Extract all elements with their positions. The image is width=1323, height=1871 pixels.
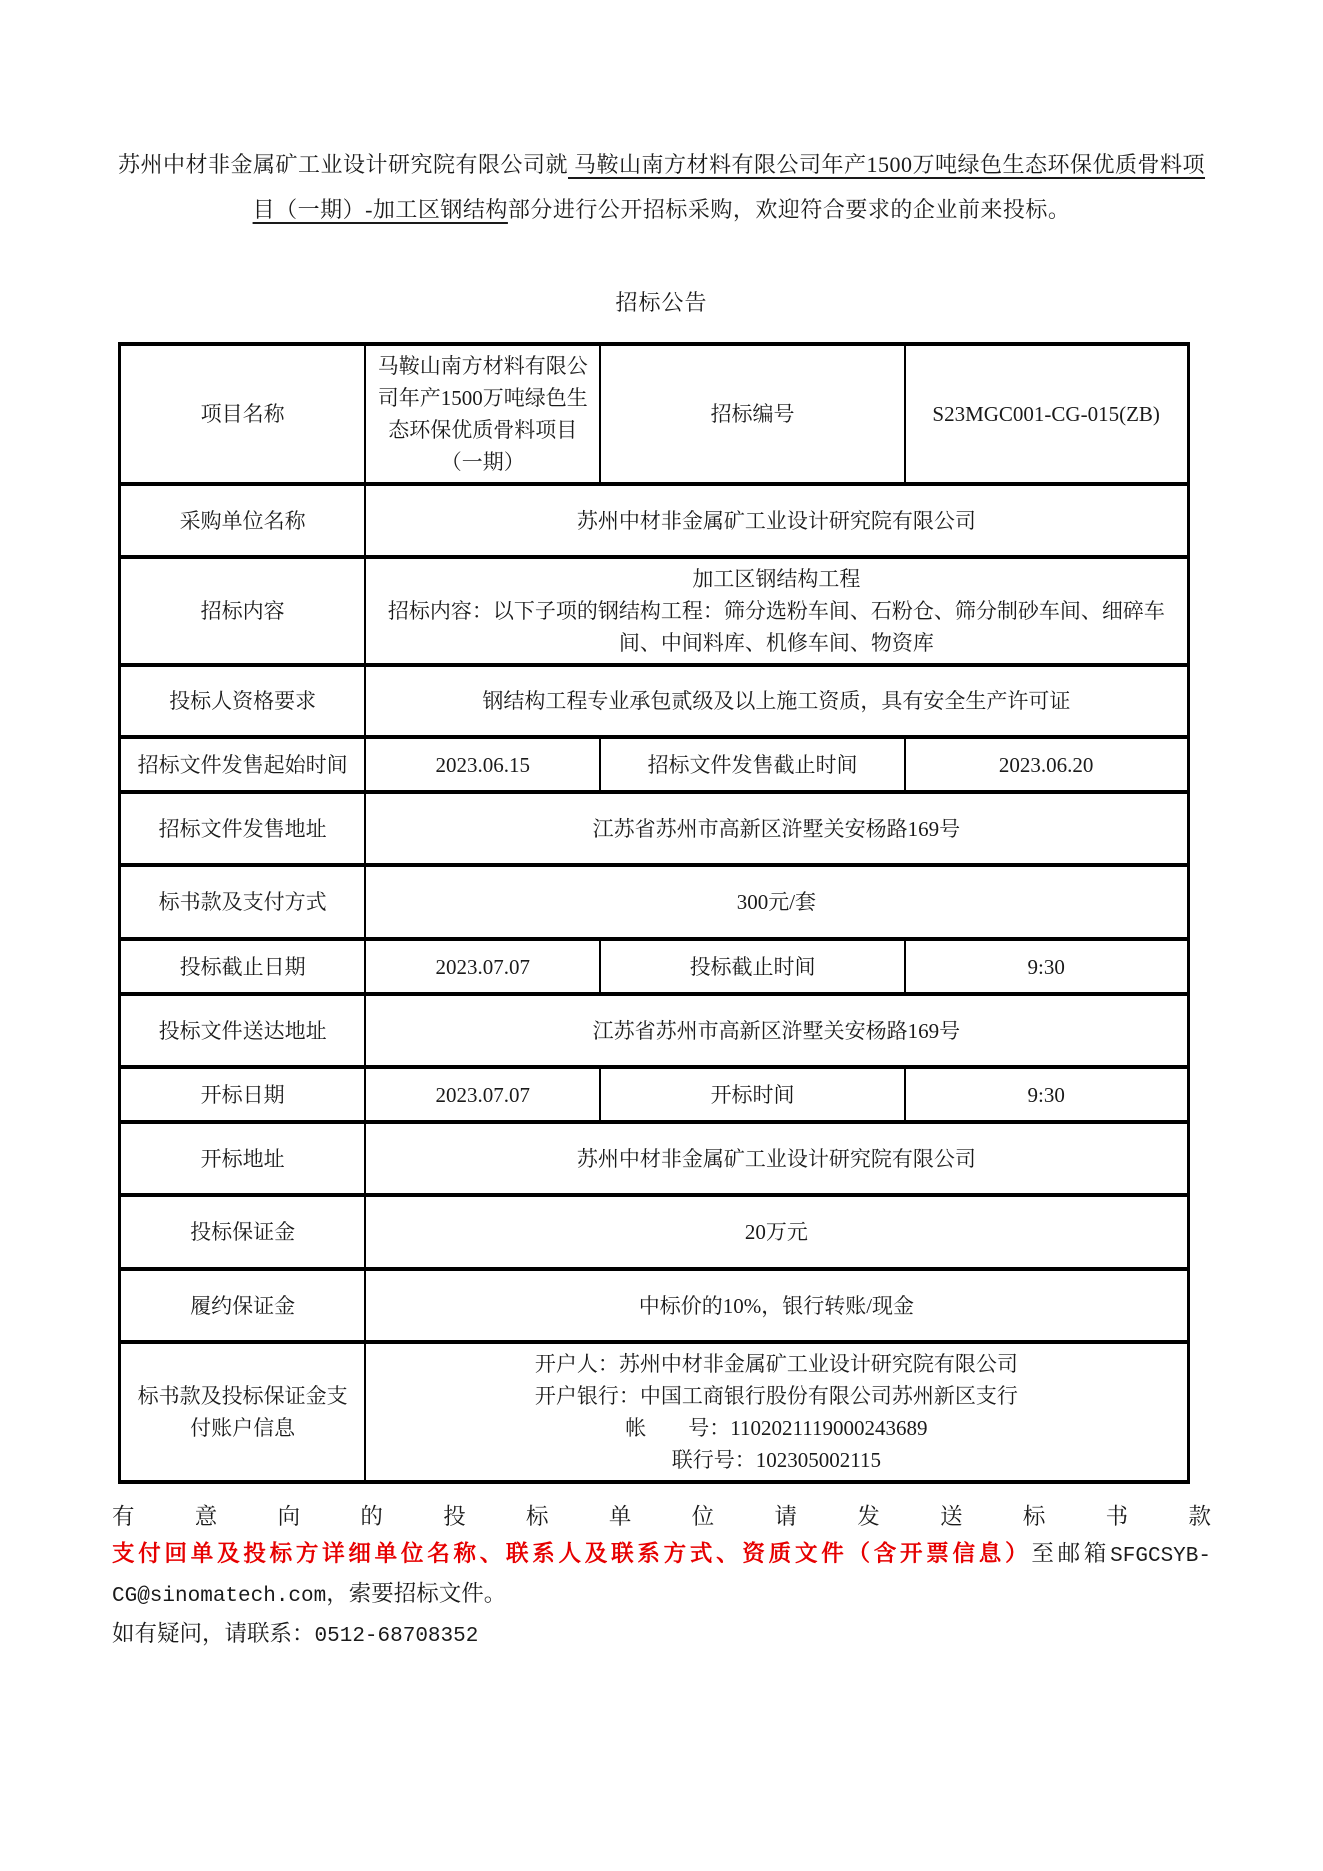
account-number-line: 帐 号：1102021119000243689 [625,1416,928,1440]
table-row-project [120,344,1189,484]
footer-black-suffix: ，索要招标文件。 [326,1581,507,1606]
table-row-opening-address [120,1122,1189,1195]
bid-bond-label-cell: 投标保证金 [120,1195,366,1269]
sale-end-label-cell: 招标文件发售截止时间 [600,737,905,792]
footer-email: SFGCSYB-CG@sinomatech.com [112,1545,1211,1608]
account-bank-code-line: 联行号：102305002115 [671,1448,881,1472]
table-row-delivery-address [120,994,1189,1067]
table-row-bid-deadline [120,939,1189,994]
purchaser-value-cell: 苏州中材非金属矿工业设计研究院有限公司 [365,484,1188,557]
payment-account-value-cell [365,1342,1188,1482]
tender-number-label-cell: 招标编号 [600,344,905,484]
opening-address-label-cell: 开标地址 [120,1122,366,1195]
bid-deadline-date-value-cell: 2023.07.07 [365,939,600,994]
sale-end-value-cell: 2023.06.20 [905,737,1188,792]
qualification-label-cell: 投标人资格要求 [120,665,366,737]
opening-time-value-cell: 9:30 [905,1067,1188,1122]
project-name-label-cell: 项目名称 [120,344,366,484]
footer-black-middle: 至邮箱 [1031,1541,1111,1566]
sale-start-label-cell: 招标文件发售起始时间 [120,737,366,792]
table-row-tender-content [120,557,1189,665]
doc-fee-label-cell: 标书款及支付方式 [120,865,366,939]
account-bank-line: 开户银行：中国工商银行股份有限公司苏州新区支行 [534,1384,1018,1408]
tender-content-label-cell: 招标内容 [120,557,366,665]
footer-red-requirements: 支付回单及投标方详细单位名称、联系人及联系方式、资质文件（含开票信息） [112,1541,1032,1566]
tender-content-value-cell [365,557,1188,665]
bid-deadline-date-label-cell: 投标截止日期 [120,939,366,994]
bid-deadline-time-label-cell: 投标截止时间 [600,939,905,994]
tender-content-line1: 加工区钢结构工程 [692,567,861,591]
table-row-bid-bond [120,1195,1189,1269]
opening-date-label-cell: 开标日期 [120,1067,366,1122]
intro-prefix: 苏州中材非金属矿工业设计研究院有限公司就 [117,152,568,177]
footer-black-prefix: 有意向的投标单位请发送标书款 [112,1504,1211,1529]
project-name-value-cell: 马鞍山南方材料有限公司年产1500万吨绿色生态环保优质骨料项目（一期） [365,344,600,484]
qualification-value-cell: 钢结构工程专业承包贰级及以上施工资质，具有安全生产许可证 [365,665,1188,737]
delivery-address-value-cell: 江苏省苏州市高新区浒墅关安杨路169号 [365,994,1188,1067]
opening-date-value-cell: 2023.07.07 [365,1067,600,1122]
purchaser-label-cell: 采购单位名称 [120,484,366,557]
performance-bond-value-cell: 中标价的10%，银行转账/现金 [365,1269,1188,1342]
sale-address-label-cell: 招标文件发售地址 [120,792,366,865]
performance-bond-label-cell: 履约保证金 [120,1269,366,1342]
tender-number-value-cell: S23MGC001-CG-015(ZB) [905,344,1188,484]
table-row-opening [120,1067,1189,1122]
table-row-performance-bond [120,1269,1189,1342]
contact-phone: 0512-68708352 [314,1625,479,1648]
table-row-doc-fee [120,865,1189,939]
table-row-sale-address [120,792,1189,865]
footer-contact-line [112,1615,1211,1655]
intro-underlined-project-name: 马鞍山南方材料有限公司年产1500万吨绿色生态环保优质骨料项目（一期）-加工区钢结构 [252,152,1206,222]
tender-content-line2: 招标内容：以下子项的钢结构工程：筛分选粉车间、石粉仓、筛分制砂车间、细碎车间、中间料库、机修车间、物资库 [387,599,1165,655]
contact-prefix: 如有疑问，请联系： [112,1621,315,1646]
table-row-payment-account [120,1342,1189,1482]
opening-time-label-cell: 开标时间 [600,1067,905,1122]
doc-fee-value-cell: 300元/套 [365,865,1188,939]
payment-account-label-cell: 标书款及投标保证金支付账户信息 [120,1342,366,1482]
intro-suffix: 部分进行公开招标采购，欢迎符合要求的企业前来投标。 [507,197,1071,222]
tender-announcement-table [118,342,1190,1484]
opening-address-value-cell: 苏州中材非金属矿工业设计研究院有限公司 [365,1122,1188,1195]
sale-address-value-cell: 江苏省苏州市高新区浒墅关安杨路169号 [365,792,1188,865]
page-title: 招标公告 [615,290,708,315]
intro-paragraph [112,142,1211,232]
footer-notice-paragraph [112,1498,1211,1615]
delivery-address-label-cell: 投标文件送达地址 [120,994,366,1067]
account-holder-line: 开户人：苏州中材非金属矿工业设计研究院有限公司 [534,1352,1018,1376]
table-row-purchaser [120,484,1189,557]
table-row-qualification [120,665,1189,737]
table-row-sale-time [120,737,1189,792]
bid-deadline-time-value-cell: 9:30 [905,939,1188,994]
bid-bond-value-cell: 20万元 [365,1195,1188,1269]
sale-start-value-cell: 2023.06.15 [365,737,600,792]
